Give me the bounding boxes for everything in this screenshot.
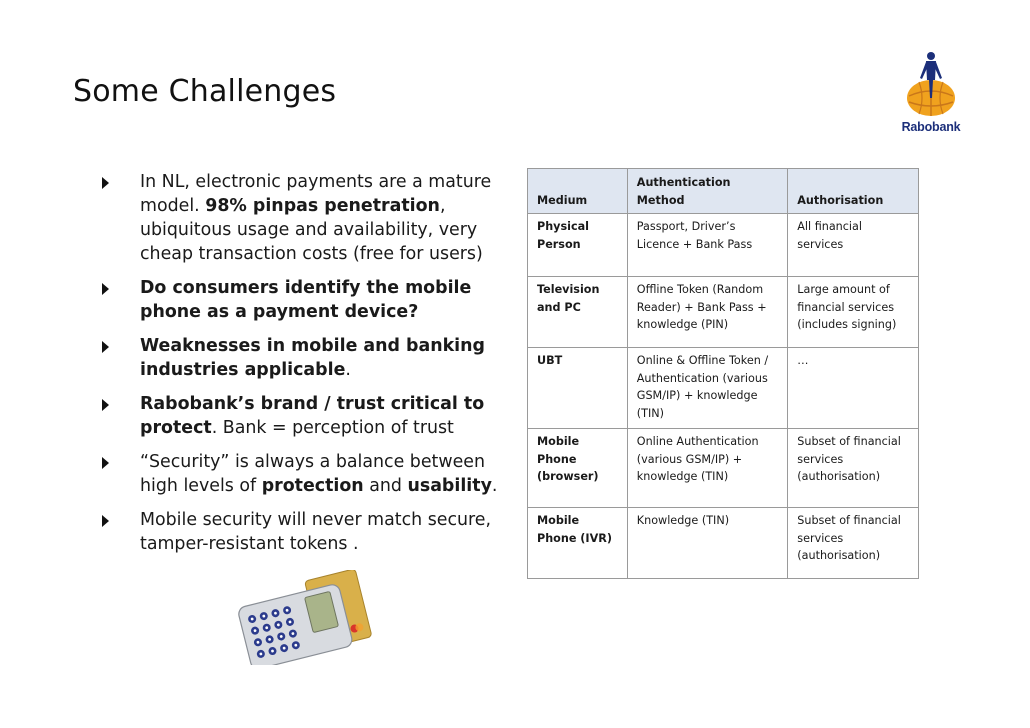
- cell-authorisation: Subset of financial services (authorisation): [788, 508, 919, 579]
- cell-authorisation: Large amount of financial services (includes signing): [788, 277, 919, 348]
- table-row: [528, 348, 919, 429]
- bullet-arrow-icon: [102, 341, 109, 353]
- cell-medium: Mobile Phone (browser): [528, 429, 628, 508]
- cell-authorisation: All financial services: [788, 214, 919, 277]
- bullet-item: [100, 334, 510, 382]
- logo-wordmark: Rabobank: [901, 120, 961, 134]
- cell-authorisation: Subset of financial services (authorisation): [788, 429, 919, 508]
- cell-method: Online Authentication (various GSM/IP) + knowledge (TIN): [627, 429, 787, 508]
- table-row: [528, 214, 919, 277]
- bullet-text-run: Rabobank’s brand / trust critical to protect: [140, 394, 485, 438]
- header-medium: Medium: [528, 169, 628, 214]
- bullet-arrow-icon: [102, 515, 109, 527]
- cell-method: Offline Token (Random Reader) + Bank Pass + knowledge (PIN): [627, 277, 787, 348]
- bullet-arrow-icon: [102, 177, 109, 189]
- cell-method: Passport, Driver’s Licence + Bank Pass: [627, 214, 787, 277]
- bullet-text-run: and: [363, 476, 408, 496]
- bullet-text-run: 98% pinpas penetration: [205, 196, 440, 216]
- header-authentication-method: Authentication Method: [627, 169, 787, 214]
- bullet-text-run: .: [491, 476, 498, 496]
- cell-method: Knowledge (TIN): [627, 508, 787, 579]
- bullet-text-run: In NL, electronic payments are a mature model.: [140, 172, 492, 216]
- bullet-list: [100, 170, 510, 566]
- cell-medium: Physical Person: [528, 214, 628, 277]
- rabobank-globe-figure-icon: [895, 50, 967, 122]
- cell-authorisation: …: [788, 348, 919, 429]
- bullet-text-run: Do consumers identify the mobile phone as a payment device?: [140, 278, 472, 322]
- bullet-item: [100, 392, 510, 440]
- card-reader-token-icon: [236, 570, 376, 665]
- bullet-arrow-icon: [102, 399, 109, 411]
- table-header-row: [528, 169, 919, 214]
- bullet-item: [100, 276, 510, 324]
- table-row: [528, 277, 919, 348]
- bullet-text-run: Mobile security will never match secure, tamper-resistant tokens .: [140, 510, 492, 554]
- cell-medium: UBT: [528, 348, 628, 429]
- bullet-text-run: .: [345, 360, 351, 380]
- rabobank-logo: [895, 50, 967, 140]
- slide-title: Some Challenges: [73, 74, 337, 109]
- cell-method: Online & Offline Token / Authentication (various GSM/IP) + knowledge (TIN): [627, 348, 787, 429]
- header-authorisation: Authorisation: [788, 169, 919, 214]
- bullet-item: [100, 508, 510, 556]
- bullet-item: [100, 170, 510, 266]
- bullet-text-run: “Security” is always a balance between high levels of: [140, 452, 486, 496]
- cell-medium: Television and PC: [528, 277, 628, 348]
- bullet-text-run: . Bank = perception of trust: [211, 418, 454, 438]
- authentication-table: [527, 168, 919, 579]
- bullet-arrow-icon: [102, 457, 109, 469]
- bullet-item: [100, 450, 510, 498]
- bullet-text-run: usability: [407, 476, 492, 496]
- bullet-text-run: , ubiquitous usage and availability, very cheap transaction costs (free for users): [140, 196, 483, 264]
- table-row: [528, 429, 919, 508]
- cell-medium: Mobile Phone (IVR): [528, 508, 628, 579]
- table-row: [528, 508, 919, 579]
- bullet-text-run: protection: [261, 476, 364, 496]
- bullet-text-run: Weaknesses in mobile and banking industries applicable: [140, 336, 485, 380]
- bullet-arrow-icon: [102, 283, 109, 295]
